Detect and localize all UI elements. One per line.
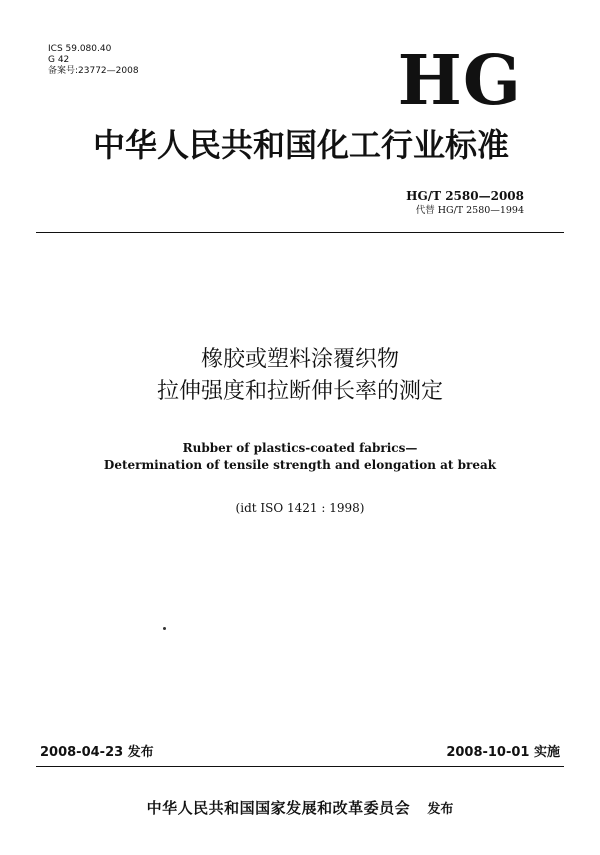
standard-number: HG/T 2580—2008 [406,189,524,203]
filing-number: 备案号:23772—2008 [48,66,139,76]
english-title-line-2: Determination of tensile strength and elongation at break [103,458,497,472]
bottom-divider [36,766,564,767]
replaces-standard: 代替 HG/T 2580—1994 [415,205,524,216]
standard-number-block [406,188,524,217]
scan-speck [163,627,166,630]
chinese-title-line-2: 拉伸强度和拉断伸长率的测定 [156,379,443,404]
standard-category-title: 中华人民共和国化工行业标准 [92,126,509,164]
ics-code: ICS 59.080.40 [48,44,112,54]
issue-date: 2008-04-23 发布 [40,745,154,760]
chinese-title-line-1: 橡胶或塑料涂覆织物 [200,347,399,372]
hg-logo: HG [397,41,522,121]
idt-reference: (idt ISO 1421 : 1998) [235,501,365,515]
english-title-line-1: Rubber of plastics-coated fabrics— [182,441,418,455]
implementation-date: 2008-10-01 实施 [446,745,560,760]
classification-block [48,44,139,77]
ccs-code: G 42 [48,55,70,65]
issuer-line [0,797,600,821]
issue-action: 发布 [427,802,454,817]
top-divider [36,232,564,233]
issuing-organization: 中华人民共和国国家发展和改革委员会 [146,799,411,817]
